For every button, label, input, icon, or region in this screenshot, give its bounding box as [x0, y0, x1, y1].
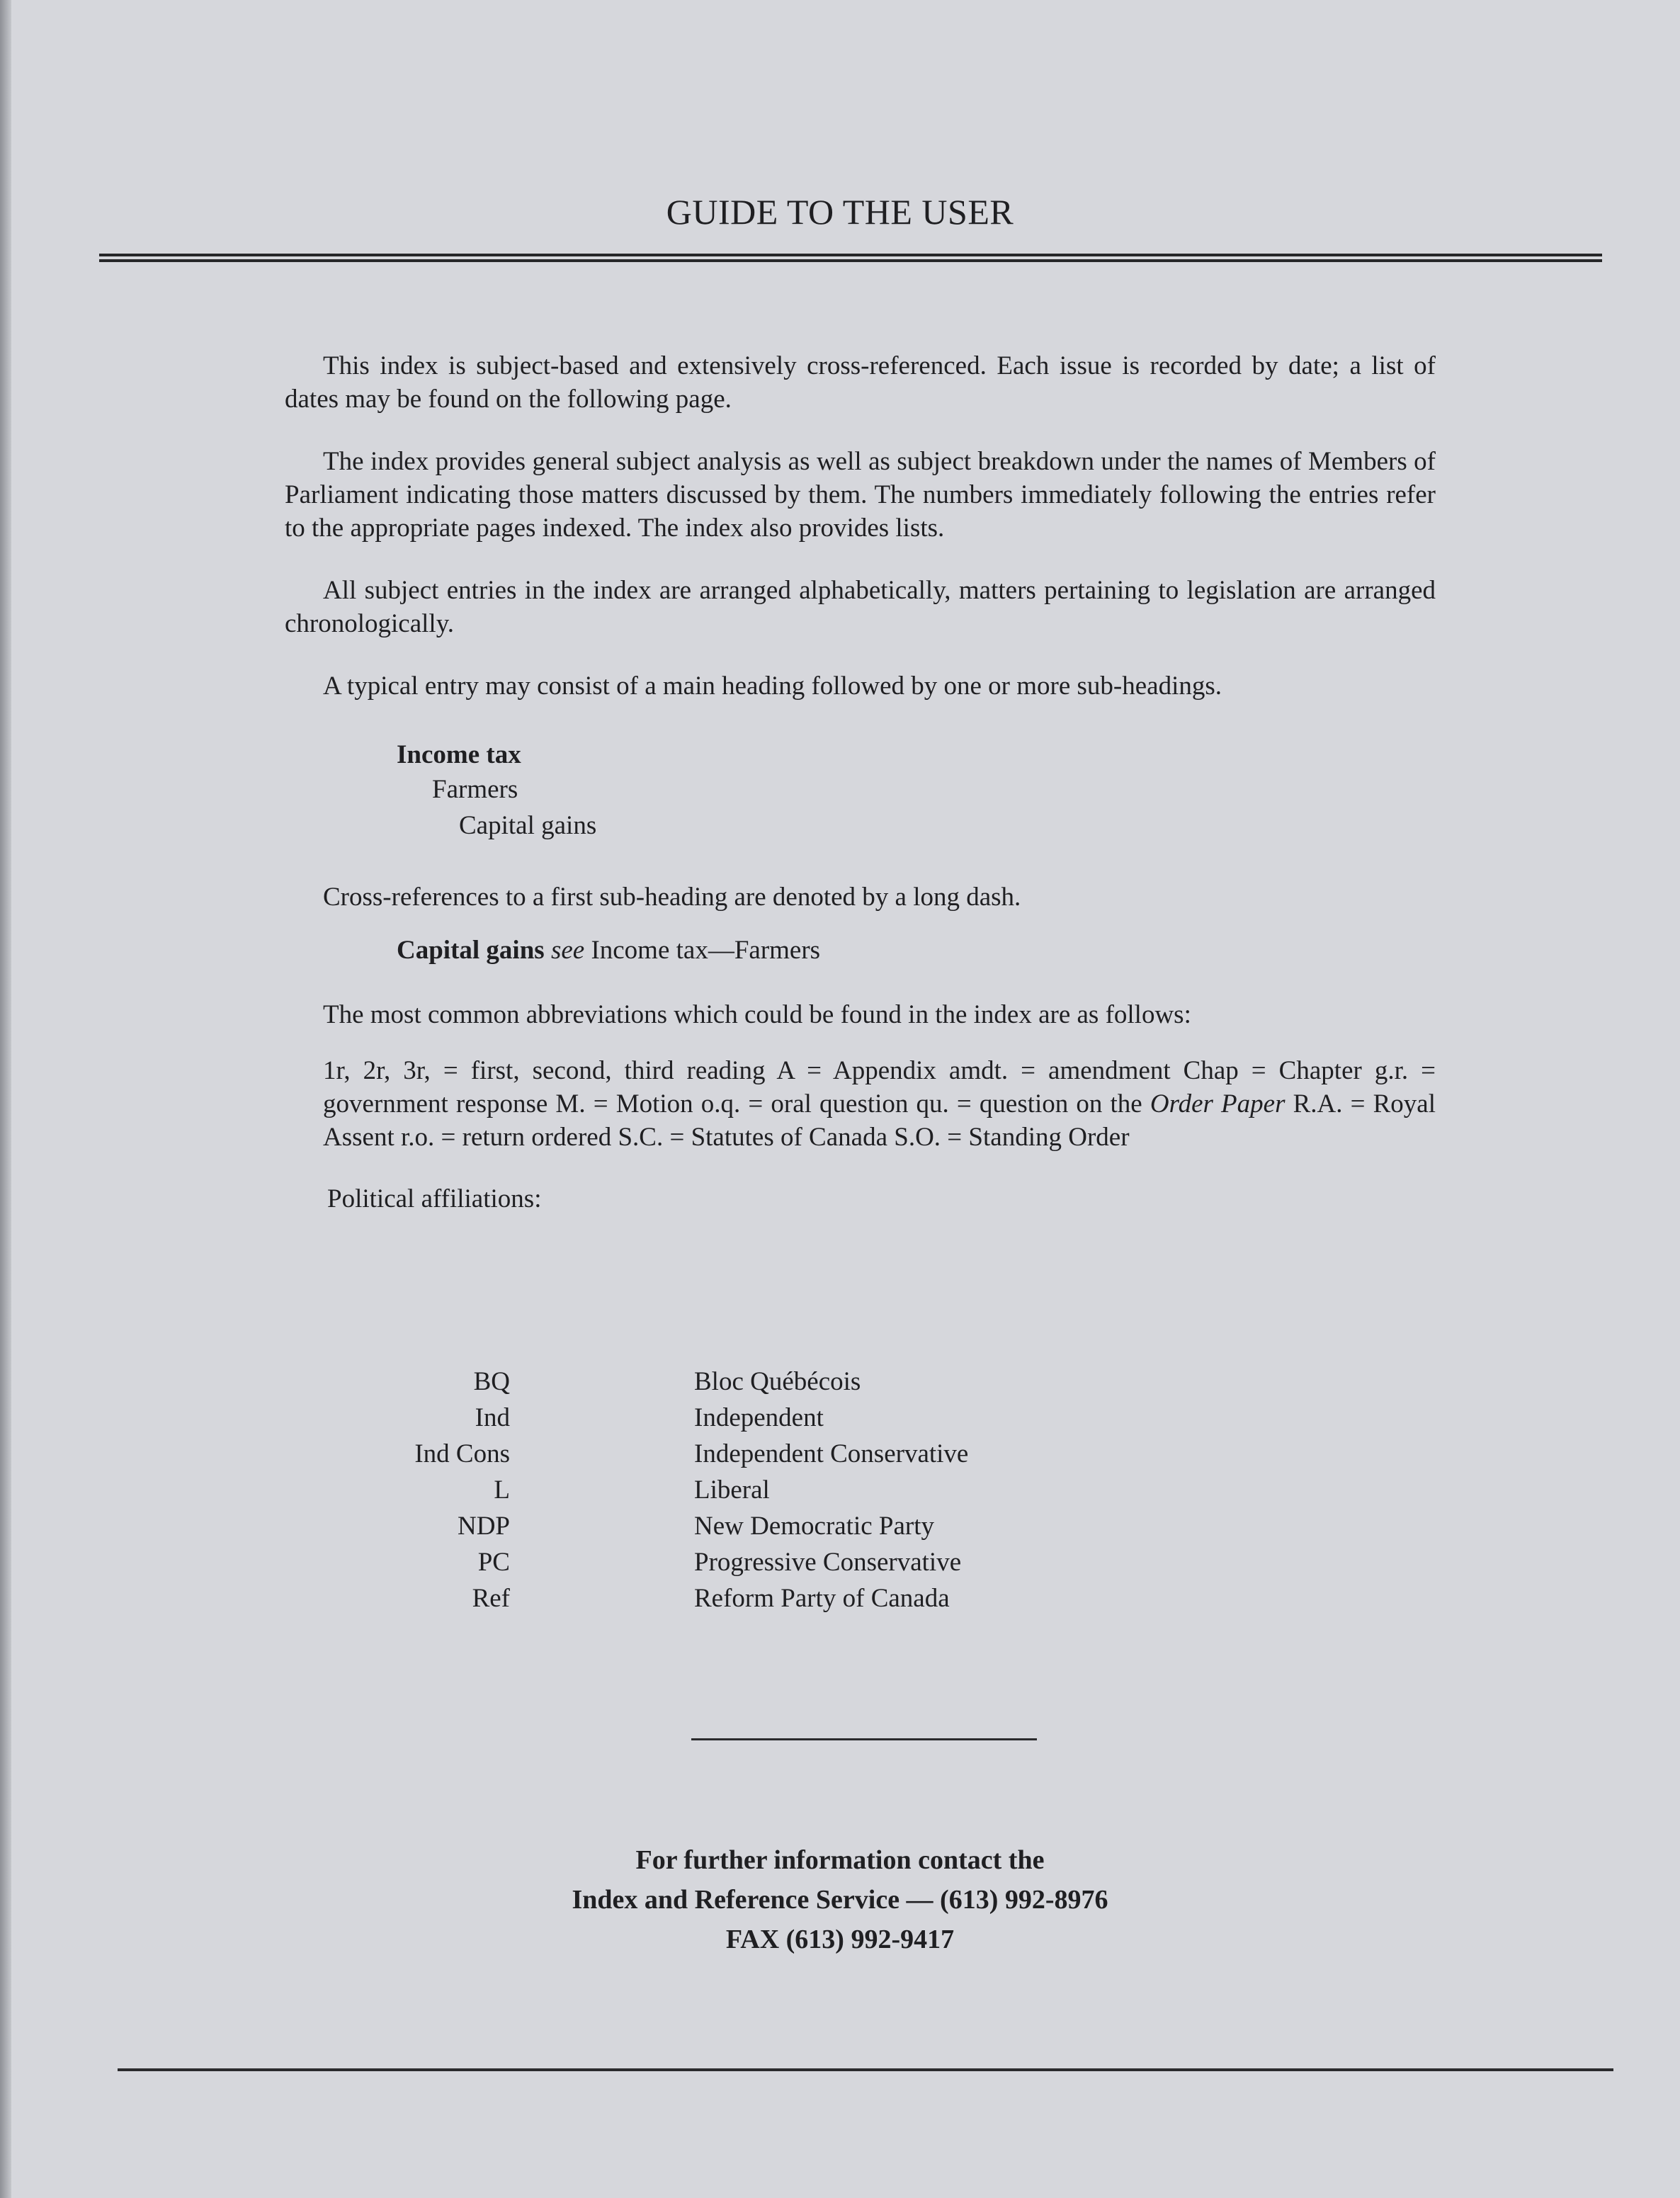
affiliation-codes: [333, 1364, 510, 1616]
affiliation-code: L: [494, 1475, 510, 1505]
cross-reference-paragraph: Cross-references to a first sub-heading are denoted by a long dash.: [323, 883, 1021, 912]
affiliation-names: [694, 1364, 1190, 1616]
guide-body: [285, 349, 1436, 1216]
affiliation-code: Ind Cons: [414, 1439, 510, 1468]
affiliation-name: Reform Party of Canada: [694, 1584, 950, 1613]
xref-see: see: [550, 936, 585, 965]
abbreviations-text-2: R.A. = Royal Assent r.o. = return ordered S.C. = Statutes of Canada S.O. = Standing Order: [323, 1089, 1436, 1152]
abbreviations-list: [323, 1054, 1436, 1154]
page-title: GUIDE TO THE USER: [666, 192, 1014, 232]
example-heading: Income tax: [397, 740, 521, 769]
contact-line-2: Index and Reference Service — (613) 992-8976: [572, 1885, 1108, 1915]
contact-line-3: FAX (613) 992-9417: [725, 1925, 955, 1954]
intro-paragraph-2: The index provides general subject analysis as well as subject breakdown under the names of Members of Parliament indicating those matters discussed by them. The numbers immediately following the entries refer to the appropriate pages indexed. The index also provides lists.: [285, 447, 1436, 543]
affiliation-code: Ind: [475, 1403, 510, 1432]
intro-paragraph-3: All subject entries in the index are arranged alphabetically, matters pertaining to legislation are arranged chronologically.: [285, 576, 1436, 638]
affiliation-code: NDP: [457, 1512, 510, 1541]
abbreviations-italic: Order Paper: [1150, 1089, 1285, 1118]
xref-target: Income tax—Farmers: [591, 936, 821, 965]
xref-heading: Capital gains: [397, 936, 545, 965]
political-affiliations-label: Political affiliations:: [327, 1184, 542, 1213]
contact-block: [0, 1840, 1680, 1959]
affiliation-name: Bloc Québécois: [694, 1367, 861, 1396]
abbreviations-intro: The most common abbreviations which could be found in the index are as follows:: [323, 1000, 1191, 1029]
example-subheading-1: Farmers: [432, 775, 518, 804]
section-divider: [691, 1738, 1037, 1740]
contact-line-1: For further information contact the: [635, 1845, 1045, 1875]
affiliation-code: Ref: [472, 1584, 510, 1613]
affiliation-name: Progressive Conservative: [694, 1548, 962, 1577]
cross-reference-example: [397, 934, 1436, 967]
intro-paragraph-4: A typical entry may consist of a main heading followed by one or more sub-headings.: [323, 672, 1222, 701]
affiliation-name: New Democratic Party: [694, 1512, 935, 1541]
intro-paragraph-1: This index is subject-based and extensively cross-referenced. Each issue is recorded by date; a list of dates may be found on the following page.: [285, 351, 1436, 414]
affiliation-code: PC: [477, 1548, 510, 1577]
affiliation-name: Independent: [694, 1403, 824, 1432]
affiliation-name: Liberal: [694, 1475, 770, 1505]
affiliation-name: Independent Conservative: [694, 1439, 969, 1468]
affiliation-code: BQ: [473, 1367, 510, 1396]
title-double-rule: [99, 254, 1602, 262]
bottom-rule: [118, 2068, 1613, 2071]
abbreviations-text-1: 1r, 2r, 3r, = first, second, third reading A = Appendix amdt. = amendment Chap = Chapter g.r. = government response M. = Motion o.q. = oral question qu. = question on the: [323, 1056, 1436, 1118]
example-subheading-2: Capital gains: [459, 811, 597, 840]
example-entry: [397, 738, 1436, 844]
